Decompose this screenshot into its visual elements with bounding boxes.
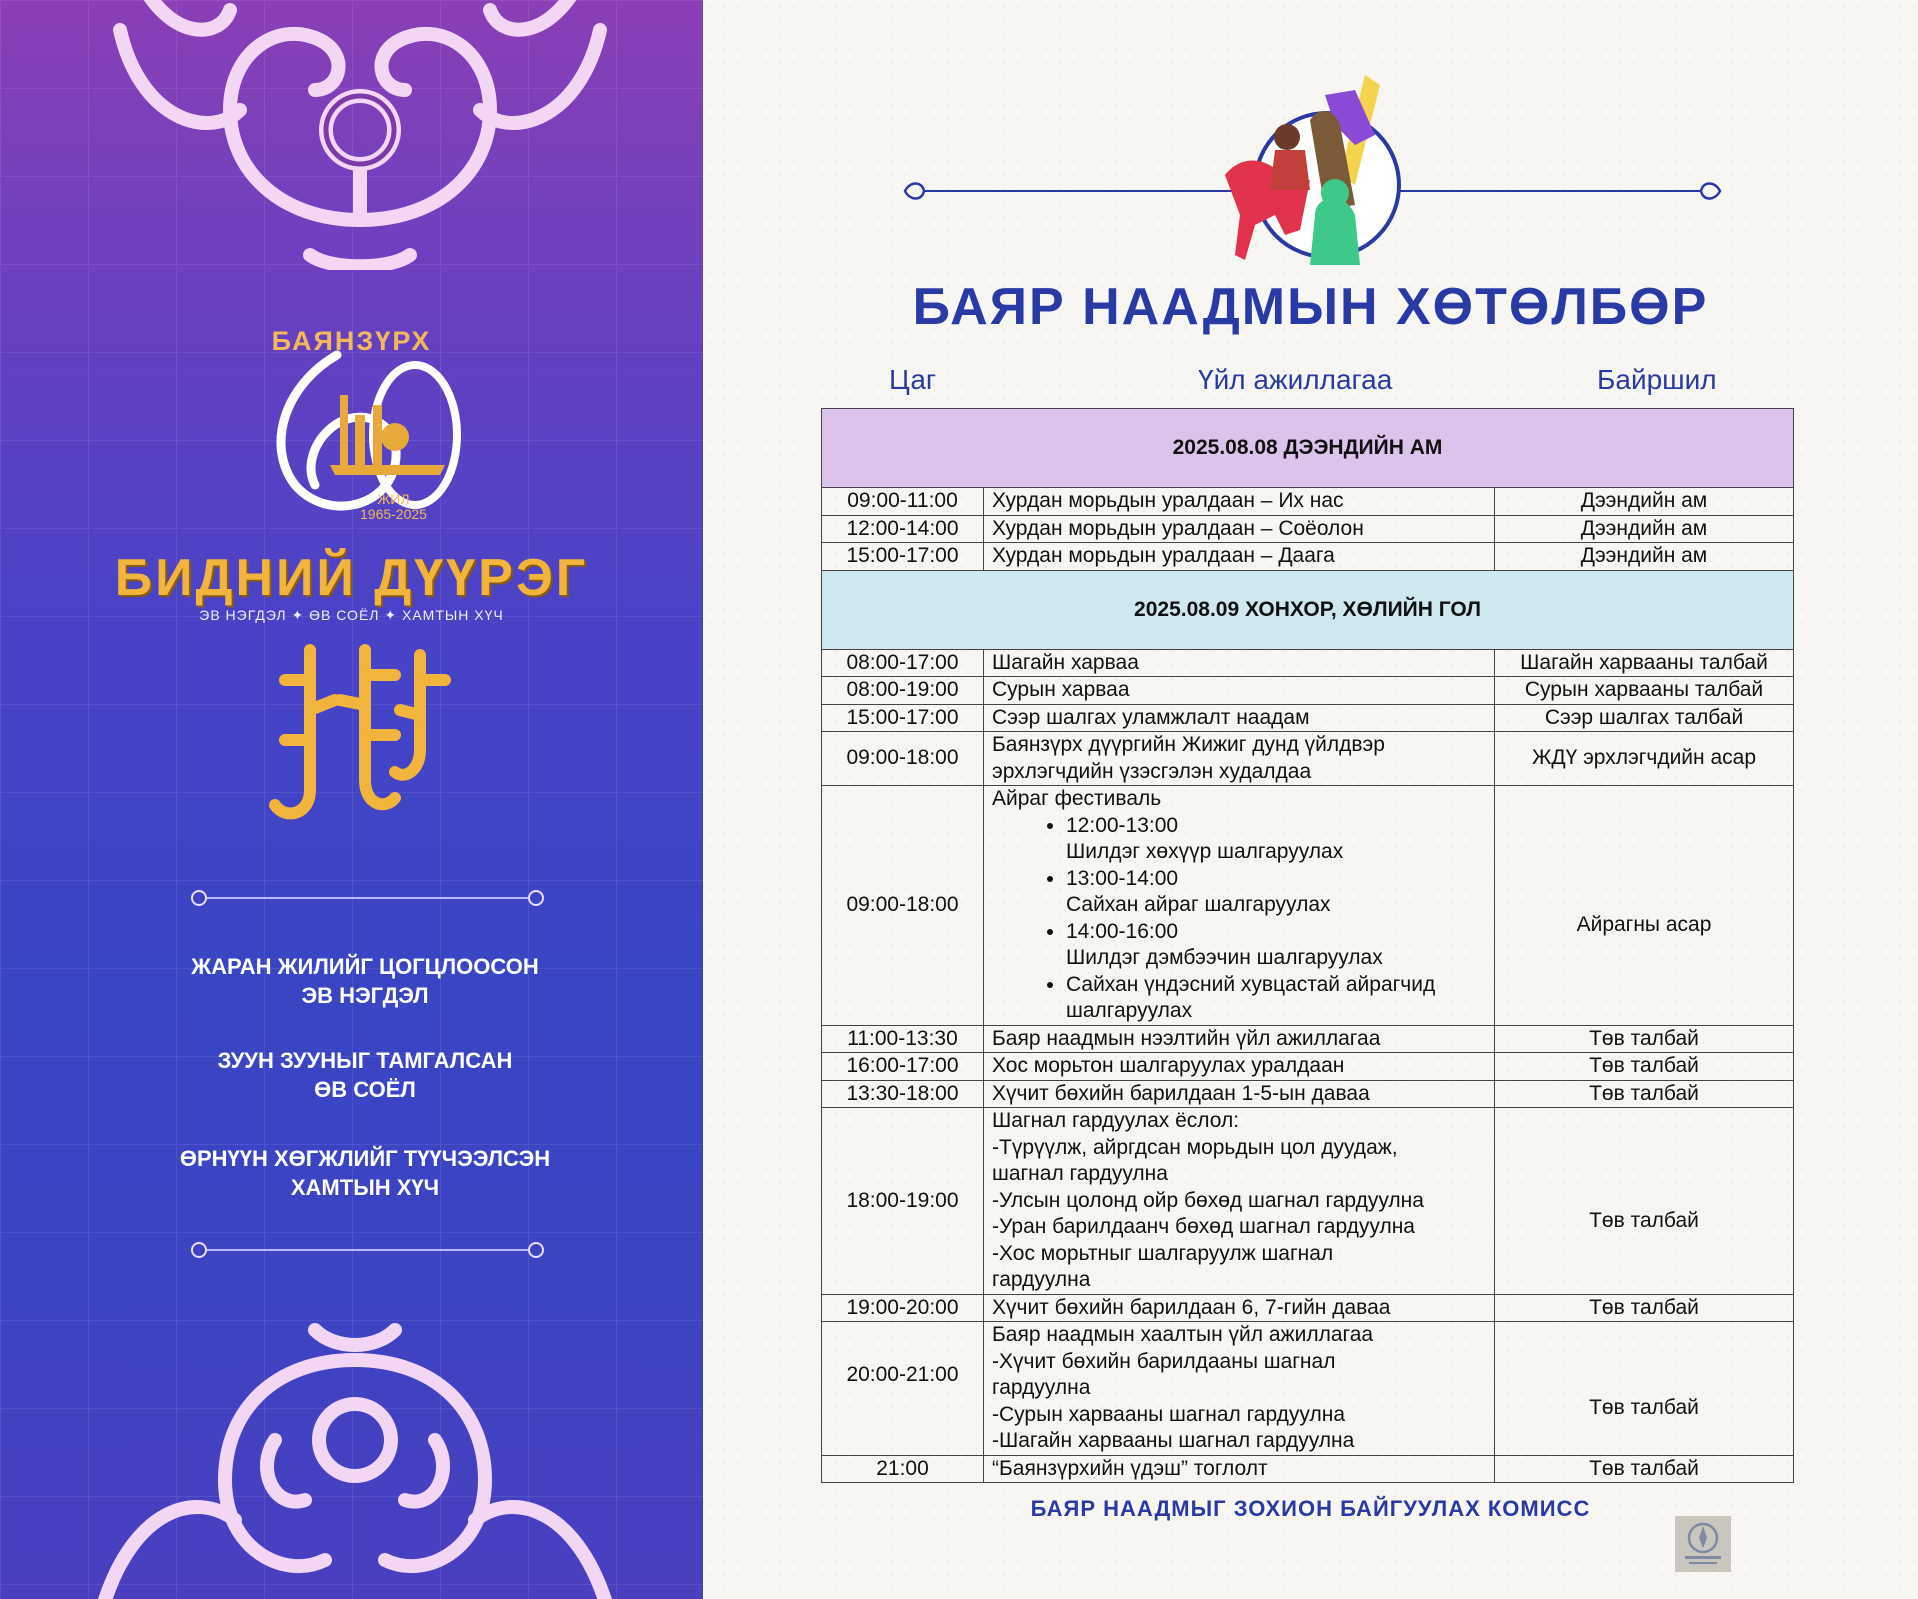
slogan-2 bbox=[0, 1046, 703, 1104]
place-cell: Шагайн харвааны талбай bbox=[1495, 649, 1794, 677]
time-cell: 16:00-17:00 bbox=[822, 1053, 984, 1081]
slogan-1 bbox=[0, 952, 703, 1010]
place-cell: Дээндийн ам bbox=[1495, 488, 1794, 516]
time-cell: 19:00-20:00 bbox=[822, 1294, 984, 1322]
program-table bbox=[821, 408, 1794, 1483]
sub-item-line: • 12:00-13:00 bbox=[1066, 813, 1179, 837]
banner-divider-bottom-icon bbox=[185, 1238, 550, 1262]
table-row bbox=[822, 1322, 1794, 1456]
slogan-1-line2: ЭВ НЭГДЭЛ bbox=[301, 983, 429, 1008]
activity-line: -Сурын харвааны шагнал гардуулна bbox=[992, 1402, 1346, 1426]
place-cell: Төв талбай bbox=[1495, 1108, 1794, 1295]
sub-item-line: Шилдэг дэмбээчин шалгаруулах bbox=[1066, 946, 1383, 969]
sub-item-line: • 14:00-16:00 bbox=[1066, 919, 1179, 943]
brand-main-title: БИДНИЙ ДҮҮРЭГ bbox=[114, 549, 589, 607]
list-item bbox=[1066, 972, 1486, 1025]
banner-divider-top-icon bbox=[185, 886, 550, 910]
time-cell: 18:00-19:00 bbox=[822, 1108, 984, 1295]
slogan-2-line2: ӨВ СОЁЛ bbox=[314, 1077, 416, 1102]
slogan-3-line2: ХАМТЫН ХҮЧ bbox=[290, 1175, 440, 1200]
activity-cell: Хурдан морьдын уралдаан – Соёолон bbox=[984, 515, 1495, 543]
table-row bbox=[822, 1053, 1794, 1081]
activity-line: Шагнал гардуулах ёслол: bbox=[992, 1109, 1240, 1132]
column-header-activity: Үйл ажиллагаа bbox=[1198, 364, 1393, 395]
time-cell: 11:00-13:30 bbox=[822, 1025, 984, 1053]
place-cell: Айрагны асар bbox=[1495, 786, 1794, 1026]
time-cell: 09:00-11:00 bbox=[822, 488, 984, 516]
ornament-bottom-icon bbox=[75, 1320, 635, 1599]
time-cell: 20:00-21:00 bbox=[822, 1322, 984, 1456]
time-cell: 15:00-17:00 bbox=[822, 543, 984, 571]
activity-cell: Шагайн харваа bbox=[984, 649, 1495, 677]
table-row bbox=[822, 732, 1794, 786]
list-item bbox=[1066, 919, 1486, 972]
activity-cell: Хүчит бөхийн барилдаан 6, 7-гийн даваа bbox=[984, 1294, 1495, 1322]
table-row bbox=[822, 786, 1794, 1026]
activity-cell: Хүчит бөхийн барилдаан 1-5-ын даваа bbox=[984, 1080, 1495, 1108]
activity-line: -Түрүүлж, айргдсан морьдын цол дуудаж, bbox=[992, 1135, 1398, 1159]
sub-item-line: Шилдэг хөхүүр шалгаруулах bbox=[1066, 840, 1344, 863]
activity-cell: Хурдан морьдын уралдаан – Их нас bbox=[984, 488, 1495, 516]
activity-cell: Хурдан морьдын уралдаан – Даага bbox=[984, 543, 1495, 571]
activity-cell bbox=[984, 732, 1495, 786]
list-item bbox=[1066, 813, 1486, 866]
time-cell: 21:00 bbox=[822, 1455, 984, 1483]
brand-years bbox=[360, 492, 427, 522]
table-row bbox=[822, 649, 1794, 677]
activity-cell bbox=[984, 786, 1495, 1026]
activity-cell: Сээр шалгах уламжлалт наадам bbox=[984, 704, 1495, 732]
sub-item-line: шалгаруулах bbox=[1066, 999, 1193, 1022]
day-heading: 2025.08.08 ДЭЭНДИЙН АМ bbox=[822, 409, 1794, 488]
activity-line: -Хос морьтныг шалгаруулж шагнал bbox=[992, 1241, 1334, 1265]
place-cell: Төв талбай bbox=[1495, 1025, 1794, 1053]
time-cell: 13:30-18:00 bbox=[822, 1080, 984, 1108]
place-cell: Сээр шалгах талбай bbox=[1495, 704, 1794, 732]
activity-line: -Уран барилдаанч бөхөд шагнал гардуулна bbox=[992, 1215, 1415, 1238]
list-item bbox=[1066, 866, 1486, 919]
table-row bbox=[822, 1455, 1794, 1483]
organizer-footer: БАЯР НААДМЫГ ЗОХИОН БАЙГУУЛАХ КОМИСС bbox=[1030, 1496, 1591, 1521]
activity-line: эрхлэгчдийн үзэсгэлэн худалдаа bbox=[992, 759, 1312, 783]
activity-cell bbox=[984, 1322, 1495, 1456]
column-header-time: Цаг bbox=[889, 364, 937, 395]
activity-line: Баянзүрх дүүргийн Жижиг дунд үйлдвэр bbox=[992, 733, 1385, 756]
slogan-3-line1: ӨРНҮҮН ХӨГЖЛИЙГ ТҮҮЧЭЭЛСЭН bbox=[179, 1146, 551, 1171]
table-row bbox=[822, 515, 1794, 543]
table-row bbox=[822, 488, 1794, 516]
activity-cell: Баяр наадмын нээлтийн үйл ажиллагаа bbox=[984, 1025, 1495, 1053]
time-cell: 09:00-18:00 bbox=[822, 732, 984, 786]
mongolian-script-icon bbox=[255, 640, 455, 830]
table-row bbox=[822, 1108, 1794, 1295]
sub-item-line: • 13:00-14:00 bbox=[1066, 866, 1179, 890]
table-row bbox=[822, 704, 1794, 732]
place-cell: Төв талбай bbox=[1495, 1294, 1794, 1322]
table-row bbox=[822, 1080, 1794, 1108]
time-cell: 08:00-17:00 bbox=[822, 649, 984, 677]
sub-item-line: Сайхан айраг шалгаруулах bbox=[1066, 893, 1331, 916]
table-row bbox=[822, 1294, 1794, 1322]
place-cell: ЖДҮ эрхлэгчдийн асар bbox=[1495, 732, 1794, 786]
place-cell: Сурын харвааны талбай bbox=[1495, 677, 1794, 705]
activity-cell: Сурын харваа bbox=[984, 677, 1495, 705]
place-cell: Дээндийн ам bbox=[1495, 543, 1794, 571]
slogan-3 bbox=[0, 1144, 703, 1202]
day-heading: 2025.08.09 ХОНХОР, ХӨЛИЙН ГОЛ bbox=[822, 570, 1794, 649]
time-cell: 12:00-14:00 bbox=[822, 515, 984, 543]
activity-line: Баяр наадмын хаалтын үйл ажиллагаа bbox=[992, 1323, 1374, 1346]
anniversary-60-logo bbox=[245, 325, 465, 525]
ornament-top-icon bbox=[80, 0, 640, 270]
activity-cell bbox=[984, 1108, 1495, 1295]
naadam-hero-illustration bbox=[1205, 65, 1415, 265]
activity-cell: Хос морьтон шалгаруулах уралдаан bbox=[984, 1053, 1495, 1081]
state-emblem-icon bbox=[1673, 1514, 1733, 1574]
activity-cell: “Баянзүрхийн үдэш” тоглолт bbox=[984, 1455, 1495, 1483]
place-cell: Төв талбай bbox=[1495, 1455, 1794, 1483]
activity-title: Айраг фестиваль bbox=[992, 787, 1162, 810]
day-heading-row bbox=[822, 570, 1794, 649]
activity-line: гардуулна bbox=[992, 1376, 1091, 1399]
brand-subtitle: ЭВ НЭГДЭЛ ✦ ӨВ СОЁЛ ✦ ХАМТЫН ХҮЧ bbox=[199, 607, 504, 623]
brand-years-range: 1965-2025 bbox=[360, 506, 427, 522]
day-heading-row bbox=[822, 409, 1794, 488]
brand-years-label: ЖИЛ bbox=[377, 491, 410, 507]
slogan-2-line1: ЗУУН ЗУУНЫГ ТАМГАЛСАН bbox=[217, 1048, 513, 1073]
table-row bbox=[822, 1025, 1794, 1053]
festival-sub-list bbox=[992, 813, 1486, 1025]
activity-line: -Шагайн харвааны шагнал гардуулна bbox=[992, 1429, 1355, 1452]
activity-line: шагнал гардуулна bbox=[992, 1162, 1168, 1185]
activity-line: гардуулна bbox=[992, 1268, 1091, 1291]
time-cell: 08:00-19:00 bbox=[822, 677, 984, 705]
activity-line: -Улсын цолонд ойр бөхөд шагнал гардуулна bbox=[992, 1188, 1424, 1212]
slogan-1-line1: ЖАРАН ЖИЛИЙГ ЦОГЦЛООСОН bbox=[191, 954, 539, 979]
place-cell: Төв талбай bbox=[1495, 1322, 1794, 1456]
place-cell: Төв талбай bbox=[1495, 1080, 1794, 1108]
table-row bbox=[822, 677, 1794, 705]
left-banner bbox=[0, 0, 703, 1599]
place-cell: Төв талбай bbox=[1495, 1053, 1794, 1081]
sub-item-line: • Сайхан үндэсний хувцастай айрагчид bbox=[1066, 972, 1436, 996]
column-header-place: Байршил bbox=[1597, 364, 1717, 395]
place-cell: Дээндийн ам bbox=[1495, 515, 1794, 543]
time-cell: 09:00-18:00 bbox=[822, 786, 984, 1026]
table-row bbox=[822, 543, 1794, 571]
brand-top-text: БАЯНЗҮРХ bbox=[271, 326, 432, 356]
program-title: БАЯР НААДМЫН ХӨТӨЛБӨР bbox=[912, 278, 1709, 336]
time-cell: 15:00-17:00 bbox=[822, 704, 984, 732]
activity-line: -Хүчит бөхийн барилдааны шагнал bbox=[992, 1349, 1336, 1373]
